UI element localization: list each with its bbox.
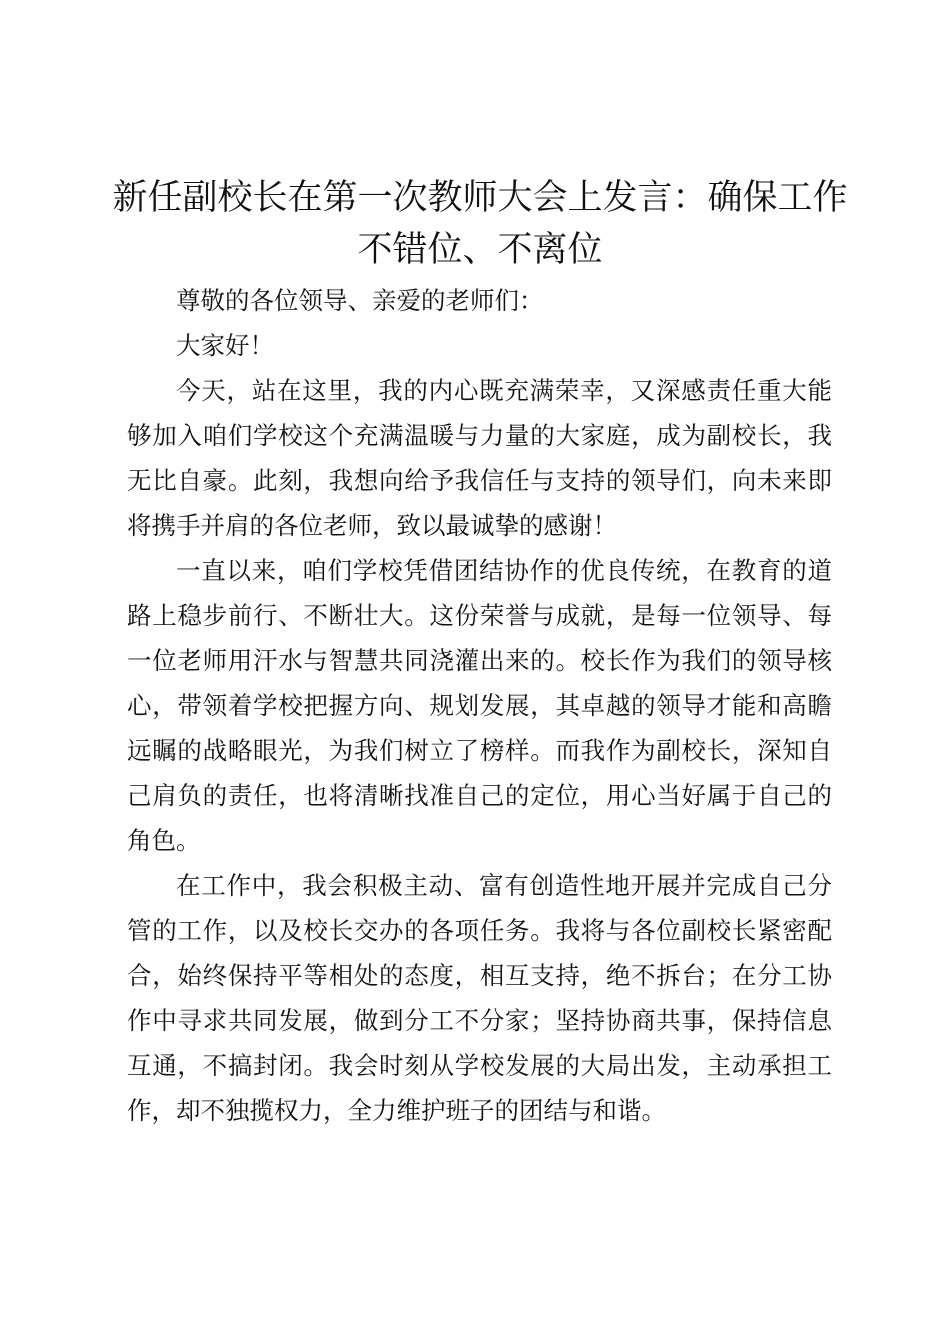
- document-body: [127, 278, 832, 1133]
- body-paragraph: 在工作中，我会积极主动、富有创造性地开展并完成自己分管的工作，以及校长交办的各项任务。我将与各位副校长紧密配合，始终保持平等相处的态度，相互支持，绝不拆台；在分工协作中寻求共同发展，做到分工不分家；坚持协商共事，保持信息互通，不搞封闭。我会时刻从学校发展的大局出发，主动承担工作，却不独揽权力，全力维护班子的团结与和谐。: [127, 871, 832, 1125]
- salutation-paragraph: 尊敬的各位领导、亲爱的老师们：: [176, 286, 544, 315]
- body-paragraph: 一直以来，咱们学校凭借团结协作的优良传统，在教育的道路上稳步前行、不断壮大。这份荣誉与成就，是每一位领导、每一位老师用汗水与智慧共同浇灌出来的。校长作为我们的领导核心，带领着学校把握方向、规划发展，其卓越的领导才能和高瞻远瞩的战略眼光，为我们树立了榜样。而我作为副校长，深知自己肩负的责任，也将清晰找准自己的定位，用心当好属于自己的角色。: [127, 556, 832, 855]
- greeting-paragraph: 大家好！: [176, 331, 274, 360]
- body-paragraph: 今天，站在这里，我的内心既充满荣幸，又深感责任重大能够加入咱们学校这个充满温暖与力量的大家庭，成为副校长，我无比自豪。此刻，我想向给予我信任与支持的领导们，向未来即将携手并肩的各位老师，致以最诚挚的感谢！: [127, 376, 832, 540]
- document-title: 新任副校长在第一次教师大会上发言：确保工作不错位、不离位: [112, 178, 848, 270]
